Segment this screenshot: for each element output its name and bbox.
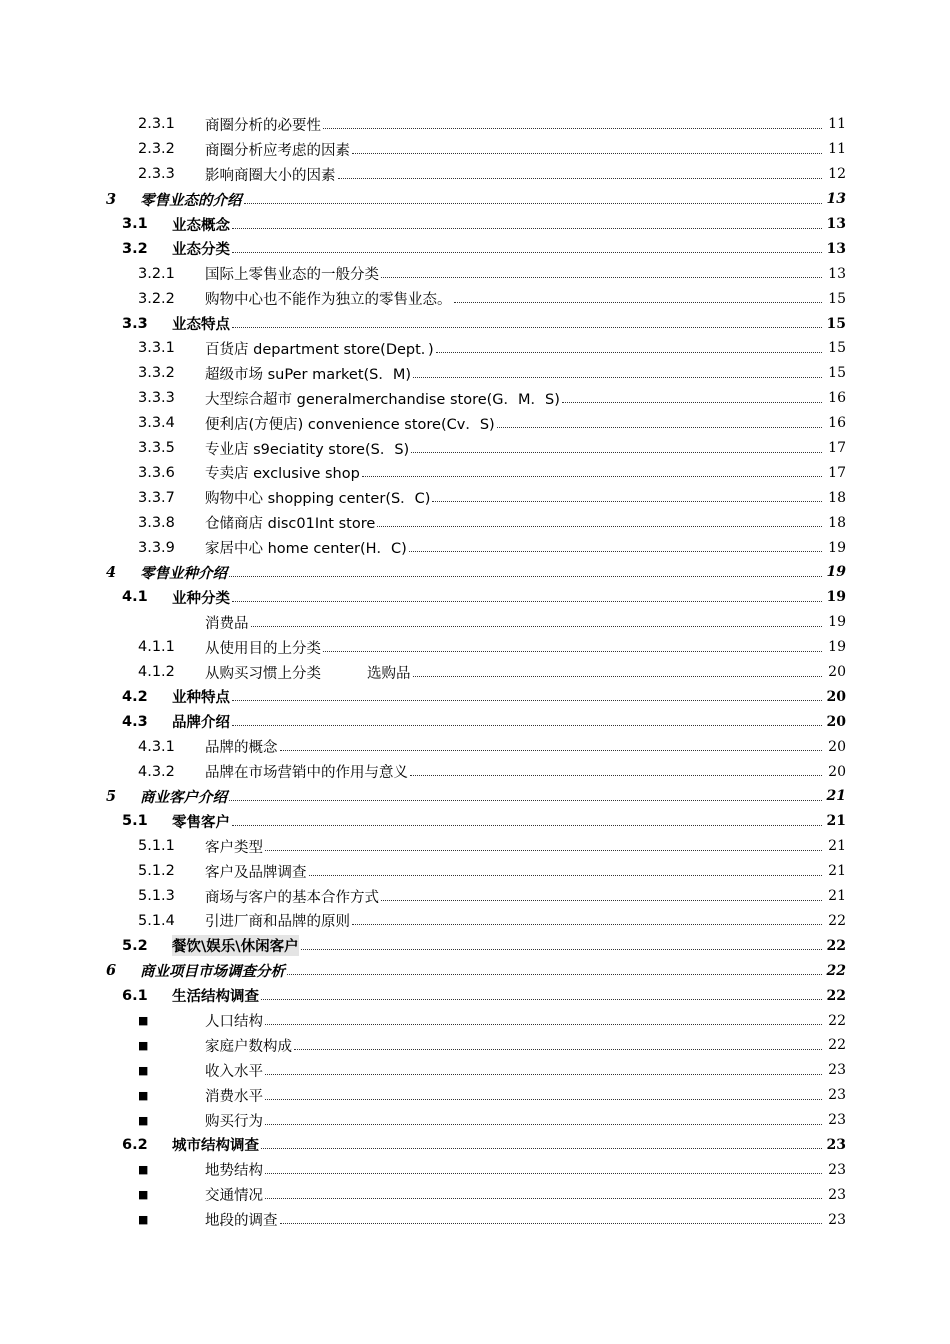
dot-leader [265, 1074, 822, 1075]
toc-entry-number: 3.3.4 [138, 415, 175, 432]
toc-entry-page: 22 [826, 937, 846, 954]
toc-entry-page: 21 [828, 863, 846, 880]
toc-entry-title: 城市结构调查 [172, 1138, 259, 1155]
dot-leader [265, 1198, 822, 1199]
toc-entry-number: 6.2 [122, 1136, 148, 1153]
toc-entry-number: 5.1.2 [138, 863, 175, 880]
toc-entry-title: 消费品 [205, 615, 249, 632]
toc-entry-page: 21 [826, 813, 846, 830]
toc-entry-page: 22 [828, 1012, 846, 1029]
dot-leader [352, 153, 822, 154]
dot-leader [409, 551, 822, 552]
dot-leader [323, 651, 822, 652]
toc-entry-page: 20 [828, 664, 846, 681]
toc-entry-page: 22 [828, 1037, 846, 1054]
dot-leader [323, 128, 822, 129]
dot-leader [265, 1173, 822, 1174]
toc-entry-number: 4.3.1 [138, 738, 175, 755]
toc-entry-page: 19 [828, 539, 846, 556]
toc-entry-page: 19 [826, 564, 846, 581]
toc-entry-page: 22 [828, 912, 846, 929]
dot-leader [261, 1148, 822, 1149]
toc-entry[interactable] [0, 336, 950, 361]
toc-entry[interactable] [0, 485, 950, 510]
dot-leader [280, 750, 823, 751]
toc-entry[interactable] [0, 162, 950, 187]
toc-entry-title: 零售客户 [172, 814, 230, 831]
toc-entry-page: 16 [828, 390, 846, 407]
dot-leader [244, 203, 823, 204]
toc-entry-title: 专业店 s9eciatity store(S．S) [205, 441, 410, 458]
dot-leader [338, 178, 823, 179]
dot-leader [265, 1099, 822, 1100]
toc-entry-page: 13 [826, 216, 846, 232]
bullet-icon: ■ [138, 1038, 149, 1052]
toc-entry[interactable] [0, 759, 950, 784]
toc-entry[interactable] [0, 411, 950, 436]
toc-entry-number: 3.3.3 [138, 390, 175, 407]
toc-entry-title: 家庭户数构成 [205, 1038, 292, 1055]
toc-entry-title: 购买行为 [205, 1113, 263, 1130]
toc-entry[interactable] [0, 236, 950, 261]
toc-entry-number: 4.3 [122, 713, 148, 730]
toc-entry-page: 20 [826, 688, 846, 705]
toc-entry-number: 5.2 [122, 937, 148, 954]
dot-leader [229, 800, 822, 801]
toc-entry-title: 购物中心 shopping center(S．C) [205, 491, 431, 508]
toc-entry-page: 19 [828, 614, 846, 631]
toc-entry[interactable] [0, 734, 950, 759]
bullet-icon: ■ [138, 1063, 149, 1077]
toc-entry-title: 人口结构 [205, 1014, 263, 1030]
toc-entry-title: 零售业种介绍 [140, 564, 227, 582]
toc-entry-number: 2.3.1 [138, 116, 175, 133]
toc-entry-number: 3.3.1 [138, 340, 175, 357]
toc-entry-number: 4.1.2 [138, 664, 175, 681]
toc-entry[interactable] [0, 1008, 950, 1033]
toc-entry-page: 22 [826, 962, 846, 979]
toc-entry-title: 国际上零售业态的一般分类 [205, 267, 379, 284]
toc-entry-number: 5.1 [122, 813, 148, 830]
toc-entry[interactable] [0, 884, 950, 909]
toc-entry[interactable] [0, 909, 950, 934]
dot-leader [265, 1124, 822, 1125]
toc-entry-page: 21 [828, 888, 846, 905]
toc-entry-number: 3 [106, 190, 117, 208]
toc-entry-page: 23 [828, 1062, 846, 1079]
toc-entry-title: 生活结构调查 [172, 989, 259, 1006]
toc-entry-number: 6.1 [122, 987, 148, 1004]
toc-entry[interactable] [0, 112, 950, 137]
toc-entry-page: 20 [828, 763, 846, 780]
toc-entry-page: 16 [828, 415, 846, 432]
toc-entry-number: 2.3.2 [138, 141, 175, 158]
dot-leader [229, 576, 822, 577]
toc-entry-title: 业种特点 [172, 690, 230, 707]
toc-entry-page: 23 [828, 1161, 846, 1178]
toc-entry-title: 超级市场 suPer market(S．M) [205, 366, 412, 383]
toc-entry[interactable] [0, 1207, 950, 1232]
toc-entry-page: 18 [828, 514, 846, 531]
toc-entry-page: 15 [826, 315, 846, 332]
toc-entry[interactable] [0, 809, 950, 834]
dot-leader [309, 875, 823, 876]
toc-entry-number: 3.3.9 [138, 539, 175, 556]
toc-entry-page: 17 [828, 440, 846, 457]
bullet-icon: ■ [138, 1014, 149, 1027]
toc-entry-title: 客户类型 [205, 839, 263, 856]
toc-entry-title: 从购买习惯上分类 [205, 665, 321, 682]
dot-leader [232, 825, 822, 826]
toc-entry-number: 2.3.3 [138, 166, 175, 183]
dot-leader [413, 676, 823, 677]
toc-entry-title: 收入水平 [205, 1063, 263, 1080]
toc-entry[interactable] [0, 784, 950, 809]
dot-leader [232, 700, 822, 701]
toc-entry-number: 5 [106, 787, 117, 805]
toc-entry-number: 4.1.1 [138, 639, 175, 656]
toc-entry[interactable] [0, 834, 950, 859]
dot-leader [232, 228, 822, 229]
toc-entry[interactable] [0, 1182, 950, 1207]
toc-entry-title: 地势结构 [205, 1163, 263, 1180]
toc-entry[interactable] [0, 610, 950, 635]
toc-entry-title: 商圈分析的必要性 [205, 117, 321, 134]
toc-entry-title: 百货店 department store(Dept．) [205, 341, 434, 358]
toc-entry-page: 21 [826, 788, 846, 805]
dot-leader [413, 377, 822, 378]
toc-entry[interactable] [0, 983, 950, 1008]
toc-entry[interactable] [0, 1058, 950, 1083]
toc-entry-title: 客户及品牌调查 [205, 864, 307, 881]
toc-entry-page: 21 [828, 838, 846, 855]
dot-leader [280, 1223, 823, 1224]
toc-entry-number: 4.3.2 [138, 763, 175, 780]
toc-entry-page: 13 [826, 191, 846, 208]
dot-leader [352, 924, 822, 925]
dot-leader [436, 352, 822, 353]
bullet-icon: ■ [138, 1113, 149, 1127]
toc-entry-title: 从使用目的上分类 [205, 640, 321, 657]
toc-entry-page: 23 [828, 1186, 846, 1203]
toc-entry-page: 13 [828, 265, 846, 282]
dot-leader [432, 501, 822, 502]
toc-entry-title: 商业项目市场调查分析 [140, 963, 285, 981]
toc-entry-title: 消费水平 [205, 1088, 263, 1105]
dot-leader [410, 775, 822, 776]
toc-entry-title: 地段的调查 [205, 1213, 278, 1230]
toc-entry-number: 3.3 [122, 315, 148, 332]
toc-entry-page: 22 [826, 987, 846, 1004]
dot-leader [251, 626, 823, 627]
toc-entry-page: 12 [828, 166, 846, 183]
toc-entry-page: 19 [826, 589, 846, 606]
toc-entry[interactable] [0, 709, 950, 734]
dot-leader [411, 452, 822, 453]
toc-entry-page: 23 [826, 1136, 846, 1153]
toc-entry-number: 3.3.5 [138, 440, 175, 457]
dot-leader [381, 900, 822, 901]
toc-entry-page: 20 [826, 713, 846, 730]
toc-entry-page: 15 [828, 365, 846, 382]
toc-entry-title: 业态概念 [172, 217, 230, 234]
toc-entry-title: 业态分类 [172, 242, 230, 259]
toc-entry[interactable] [0, 436, 950, 461]
toc-entry-title: 便利店(方便店) convenience store(Cv．S) [205, 416, 495, 433]
dot-leader [232, 601, 822, 602]
dot-leader [232, 725, 822, 726]
toc-entry[interactable] [0, 859, 950, 884]
bullet-icon: ■ [138, 1213, 149, 1227]
toc-entry-title: 大型综合超市 generalmerchandise store(G．M．S) [205, 391, 560, 408]
toc-entry-title: 仓储商店 disc01Int store [205, 516, 376, 533]
toc-entry-number: 3.2.2 [138, 290, 175, 307]
toc-entry-title: 商圈分析应考虑的因素 [205, 142, 350, 159]
toc-entry[interactable] [0, 684, 950, 709]
bullet-icon: ■ [138, 1163, 149, 1177]
toc-entry[interactable] [0, 187, 950, 212]
toc-entry-title: 零售业态的介绍 [140, 191, 242, 209]
toc-entry[interactable] [0, 261, 950, 286]
toc-entry-page: 15 [828, 340, 846, 357]
toc-entry-number: 4.2 [122, 688, 148, 705]
toc-entry[interactable] [0, 1108, 950, 1133]
dot-leader [232, 252, 822, 253]
toc-entry[interactable] [0, 635, 950, 660]
toc-entry-page: 19 [828, 639, 846, 656]
toc-entry-title: 业态特点 [172, 317, 230, 334]
table-of-contents [0, 112, 950, 1232]
toc-entry-page: 11 [828, 141, 846, 158]
toc-entry-number: 3.1 [122, 216, 148, 232]
dot-leader [381, 277, 822, 278]
toc-entry-page: 17 [828, 464, 846, 481]
toc-entry-page: 13 [826, 240, 846, 257]
toc-entry-title: 影响商圈大小的因素 [205, 167, 336, 184]
dot-leader [562, 402, 822, 403]
toc-entry-title: 业种分类 [172, 590, 230, 607]
toc-entry-title: 餐饮\娱乐\休闲客户 [172, 935, 299, 956]
toc-entry[interactable] [0, 311, 950, 336]
toc-entry-page: 15 [828, 290, 846, 307]
toc-entry-title: 品牌在市场营销中的作用与意义 [205, 765, 408, 782]
dot-leader [362, 476, 822, 477]
bullet-icon: ■ [138, 1188, 149, 1202]
toc-entry-title: 引进厂商和品牌的原则 [205, 914, 350, 931]
toc-entry-number: 6 [106, 962, 117, 980]
toc-entry-title: 商业客户介绍 [140, 788, 227, 806]
dot-leader [377, 526, 822, 527]
toc-entry-number: 4.1 [122, 589, 148, 606]
toc-entry-page: 18 [828, 489, 846, 506]
toc-entry[interactable] [0, 585, 950, 610]
dot-leader [497, 427, 822, 428]
dot-leader [287, 974, 822, 975]
dot-leader [454, 302, 823, 303]
toc-entry-title: 专卖店 exclusive shop [205, 466, 360, 483]
toc-entry[interactable] [0, 535, 950, 560]
toc-entry-number: 5.1.4 [138, 912, 175, 929]
toc-entry-title: 商场与客户的基本合作方式 [205, 889, 379, 906]
toc-entry-extra: 选购品 [367, 665, 411, 682]
toc-entry-number: 3.2 [122, 240, 148, 257]
dot-leader [261, 999, 822, 1000]
dot-leader [301, 949, 822, 950]
toc-entry-number: 5.1.3 [138, 888, 175, 905]
toc-entry-page: 23 [828, 1087, 846, 1104]
toc-entry-number: 5.1.1 [138, 838, 175, 855]
toc-entry[interactable] [0, 361, 950, 386]
toc-entry-number: 3.3.2 [138, 365, 175, 382]
toc-entry[interactable] [0, 660, 950, 685]
toc-entry-page: 23 [828, 1211, 846, 1228]
dot-leader [232, 327, 822, 328]
bullet-icon: ■ [138, 1088, 149, 1102]
toc-entry[interactable] [0, 286, 950, 311]
toc-entry-title: 交通情况 [205, 1188, 263, 1205]
toc-entry-number: 3.3.7 [138, 489, 175, 506]
dot-leader [265, 850, 822, 851]
toc-entry-number: 3.3.6 [138, 464, 175, 481]
toc-entry[interactable] [0, 933, 950, 958]
toc-entry[interactable] [0, 958, 950, 983]
toc-entry[interactable] [0, 1083, 950, 1108]
toc-entry-title: 购物中心也不能作为独立的零售业态。 [205, 292, 452, 309]
toc-entry[interactable] [0, 460, 950, 485]
toc-entry-number: 3.3.8 [138, 514, 175, 531]
toc-entry[interactable] [0, 1157, 950, 1182]
toc-entry-page: 20 [828, 738, 846, 755]
toc-entry-title: 品牌的概念 [205, 740, 278, 757]
dot-leader [294, 1049, 822, 1050]
toc-entry[interactable] [0, 212, 950, 237]
toc-entry-page: 23 [828, 1112, 846, 1129]
toc-entry[interactable] [0, 137, 950, 162]
toc-entry-page: 11 [828, 116, 846, 133]
dot-leader [265, 1024, 822, 1025]
toc-entry-title: 品牌介绍 [172, 715, 230, 732]
toc-entry[interactable] [0, 510, 950, 535]
toc-entry[interactable] [0, 1033, 950, 1058]
toc-entry[interactable] [0, 560, 950, 585]
toc-entry[interactable] [0, 1133, 950, 1158]
toc-entry[interactable] [0, 386, 950, 411]
toc-entry-number: 3.2.1 [138, 265, 175, 282]
toc-entry-number: 4 [106, 563, 117, 581]
toc-entry-title: 家居中心 home center(H．C) [205, 541, 407, 558]
